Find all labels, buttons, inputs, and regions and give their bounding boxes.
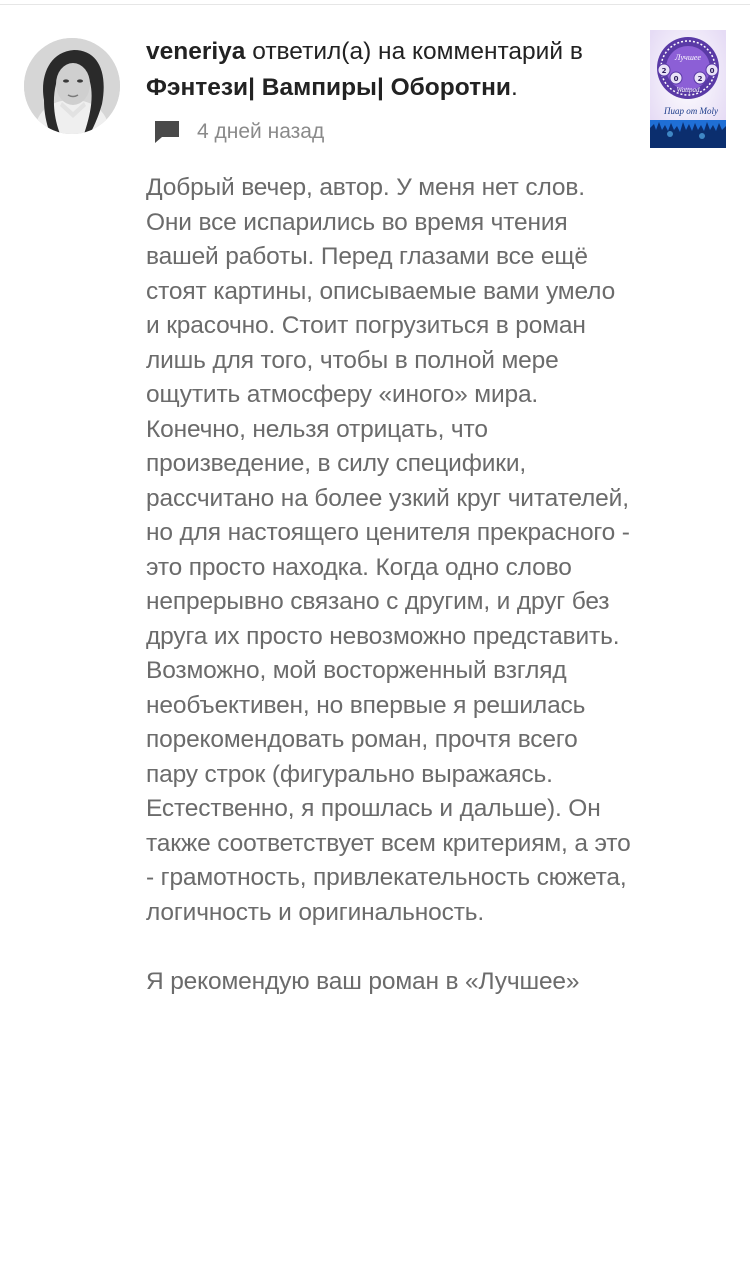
meta-row: [153, 118, 324, 146]
comment-body: [146, 171, 634, 999]
timestamp: 4 дней назад: [197, 120, 325, 143]
story-title-link[interactable]: Фэнтези| Вампиры| Оборотни: [146, 74, 511, 101]
username-link[interactable]: veneriya: [146, 38, 246, 65]
avatar[interactable]: [24, 38, 120, 134]
comment-paragraph: Я рекомендую ваш роман в «Лучшее»: [146, 967, 580, 995]
svg-text:Лучшее: Лучшее: [675, 53, 701, 62]
svg-text:0: 0: [709, 67, 715, 75]
header-trailing-period: .: [510, 74, 518, 101]
svg-text:0: 0: [673, 75, 679, 83]
svg-text:2: 2: [697, 75, 703, 83]
top-divider: [0, 4, 750, 5]
avatar-image: [24, 38, 120, 134]
notification-action-text: ответил(а) на комментарий в: [245, 38, 583, 65]
comment-paragraph: Добрый вечер, автор. У меня нет слов. Они все испарились во время чтения вашей работы. Перед глазами все ещё стоят картины, описываемые вами умело и красочно. Стоит погрузиться в роман лишь для того, чтобы в полной мере ощутить атмосферу «иного» мира. Конечно, нельзя отрицать, что произведение, в силу специфики, рассчитано на более узкий круг читателей, но для настоящего ценителя прекрасного - это просто находка. Когда одно слово непрерывно связано с другим, и друг без друга их просто невозможно представить. Возможно, мой восторженный взгляд необъективен, но впервые я решилась порекомендовать роман, прочтя всего пару строк (фигурально выражаясь. Естественно, я прошлась и дальше). Он также соответствует всем критериям, а это - грамотность, привлекательность сюжета, логичность и оригинальность.: [146, 174, 631, 926]
comment-icon: [153, 119, 181, 145]
svg-text:Wattpad: Wattpad: [676, 86, 700, 94]
cover-brand-text: Пиар от Moly: [664, 106, 718, 116]
story-cover-image: [650, 30, 726, 148]
svg-text:2: 2: [661, 67, 667, 75]
notification-header: [146, 34, 634, 106]
story-cover[interactable]: [650, 30, 726, 148]
